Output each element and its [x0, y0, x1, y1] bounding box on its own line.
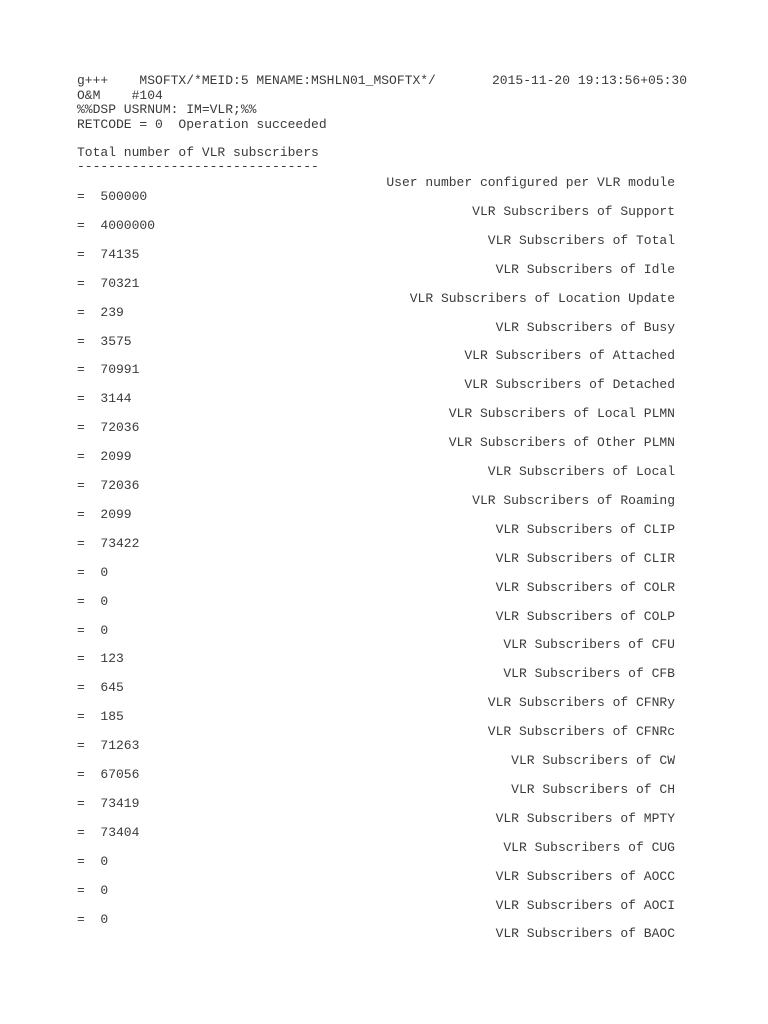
report-title-underline: -------------------------------	[77, 159, 319, 174]
row-value: = 2099	[77, 449, 132, 465]
row-label: VLR Subscribers of Idle	[495, 261, 675, 277]
row-value: = 3144	[77, 391, 132, 407]
row-value: = 0	[77, 622, 109, 638]
report-title: Total number of VLR subscribers	[77, 145, 319, 160]
row-value: = 123	[77, 651, 124, 667]
row-label: VLR Subscribers of Roaming	[472, 492, 675, 508]
row-label: VLR Subscribers of Attached	[464, 348, 675, 364]
row-value: = 645	[77, 680, 124, 696]
header-retcode: RETCODE = 0 Operation succeeded	[77, 117, 327, 132]
row-value: = 500000	[77, 189, 148, 204]
row-value: = 73419	[77, 795, 140, 811]
row-label: VLR Subscribers of Support	[472, 203, 675, 219]
row-value: = 71263	[77, 738, 140, 754]
row-value: = 73404	[77, 824, 140, 840]
row-value: = 67056	[77, 767, 140, 782]
row-label: VLR Subscribers of COLR	[495, 579, 675, 595]
row-label: VLR Subscribers of CFB	[503, 666, 675, 682]
row-value: = 73422	[77, 535, 140, 551]
row-value: = 70991	[77, 362, 140, 378]
row-label: VLR Subscribers of COLP	[495, 608, 675, 624]
row-value: = 2099	[77, 506, 132, 522]
row-label: VLR Subscribers of Local PLMN	[448, 406, 675, 422]
row-label: User number configured per VLR module	[386, 175, 675, 190]
row-label: VLR Subscribers of Other PLMN	[448, 435, 675, 451]
row-value: = 74135	[77, 246, 140, 262]
row-label: VLR Subscribers of CLIP	[495, 521, 675, 537]
header-command-line: g+++ MSOFTX/*MEID:5 MENAME:MSHLN01_MSOFTX*/	[77, 73, 436, 88]
row-label: VLR Subscribers of CLIR	[495, 550, 675, 566]
row-value: = 70321	[77, 275, 140, 291]
row-value: = 0	[77, 853, 109, 869]
row-label: VLR Subscribers of AOCI	[495, 897, 675, 913]
row-label: VLR Subscribers of AOCC	[495, 868, 675, 884]
row-value: = 0	[77, 882, 109, 898]
row-value: = 72036	[77, 478, 140, 493]
row-value: = 185	[77, 709, 124, 725]
row-label: VLR Subscribers of CFU	[503, 637, 675, 653]
header-timestamp: 2015-11-20 19:13:56+05:30	[492, 73, 688, 88]
row-label: VLR Subscribers of CFNRy	[487, 695, 675, 711]
row-label: VLR Subscribers of Detached	[464, 377, 675, 393]
row-label: VLR Subscribers of MPTY	[495, 810, 675, 826]
row-value: = 239	[77, 304, 124, 320]
row-value: = 72036	[77, 420, 140, 436]
row-label: VLR Subscribers of BAOC	[495, 926, 675, 942]
row-value: = 0	[77, 593, 109, 609]
row-label: VLR Subscribers of Location Update	[409, 290, 675, 306]
row-label: VLR Subscribers of CH	[511, 781, 675, 797]
row-label: VLR Subscribers of CW	[511, 753, 675, 768]
row-label: VLR Subscribers of CFNRc	[487, 724, 675, 740]
header-om-line: O&M #104	[77, 88, 163, 103]
row-value: = 0	[77, 911, 109, 927]
header-command-echo: %%DSP USRNUM: IM=VLR;%%	[77, 102, 257, 117]
row-value: = 3575	[77, 333, 132, 349]
row-value: = 4000000	[77, 217, 156, 233]
row-value: = 0	[77, 564, 109, 580]
row-label: VLR Subscribers of Local	[487, 464, 675, 479]
row-label: VLR Subscribers of Busy	[495, 319, 675, 335]
row-label: VLR Subscribers of Total	[487, 232, 675, 248]
row-label: VLR Subscribers of CUG	[503, 839, 675, 855]
